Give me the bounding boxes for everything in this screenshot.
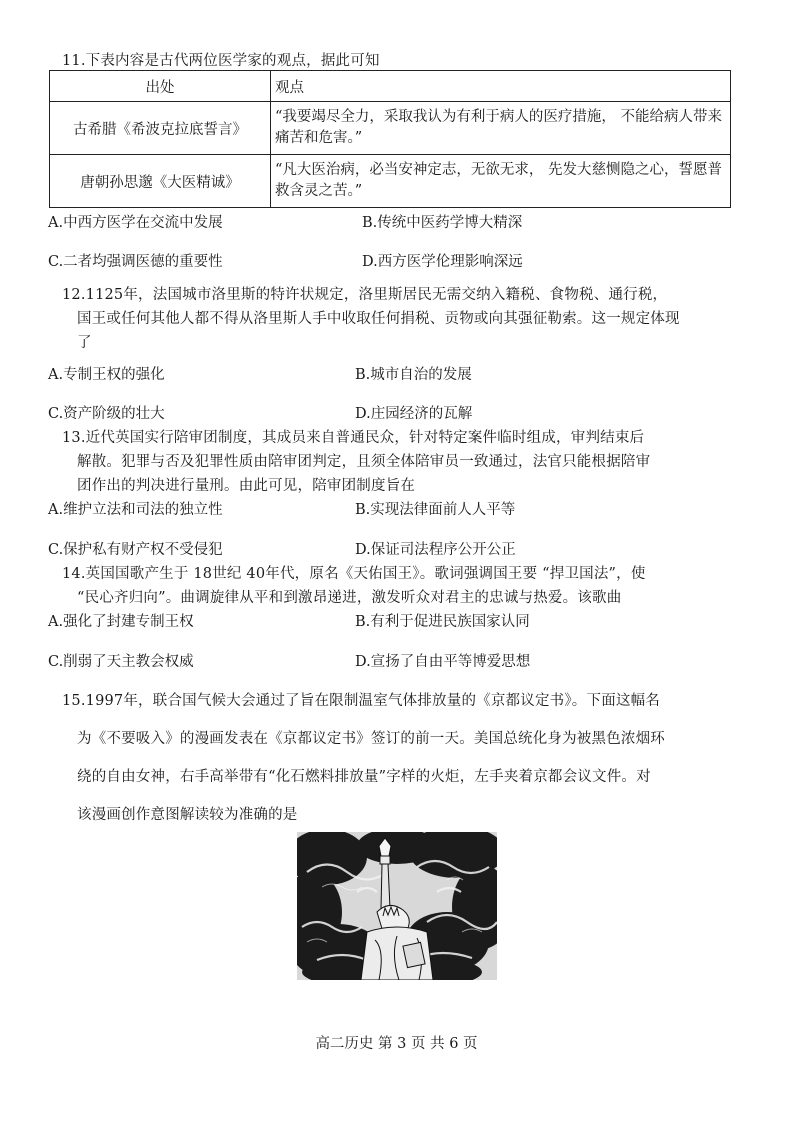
q12-stem-line2: 国王或任何其他人都不得从洛里斯人手中收取任何捐税、贡物或向其强征勒索。这一规定体现	[77, 311, 680, 327]
q14-option-a[interactable]: A.强化了封建专制王权	[48, 614, 194, 630]
q13-stem-line1: 13.近代英国实行陪审团制度，其成员来自普通民众，针对特定案件临时组成，审判结束后	[62, 430, 645, 446]
q12-stem-line3: 了	[77, 335, 92, 351]
q13-option-a[interactable]: A.维护立法和司法的独立性	[48, 502, 223, 518]
table-cell-source: 唐朝孙思邈《大医精诚》	[50, 155, 271, 208]
q15-stem-line3: 绕的自由女神，右手高举带有“化石燃料排放量”字样的火炬，左手夹着京都会议文件。对	[77, 769, 651, 785]
q12-option-b[interactable]: B.城市自治的发展	[355, 367, 472, 383]
q14-stem-line1: 14.英国国歌产生于 18世纪 40年代，原名《天佑国王》。歌词强调国王要 “捍卫国法”，使	[62, 566, 646, 582]
cartoon-illustration	[297, 832, 497, 980]
table-header: 出处	[50, 71, 271, 102]
q13-option-c[interactable]: C.保护私有财产权不受侵犯	[48, 542, 223, 558]
table-row	[50, 102, 731, 155]
q15-stem-line2: 为《不要吸入》的漫画发表在《京都议定书》签订的前一天。美国总统化身为被黑色浓烟环	[77, 731, 665, 747]
q12-option-c[interactable]: C.资产阶级的壮大	[48, 406, 165, 422]
q13-stem-line2: 解散。犯罪与否及犯罪性质由陪审团判定，且须全体陪审员一致通过，法官只能根据陪审	[77, 454, 651, 470]
q11-stem: 11.下表内容是古代两位医学家的观点，据此可知	[62, 53, 380, 69]
q14-option-d[interactable]: D.宣扬了自由平等博爱思想	[355, 654, 531, 670]
q15-stem-line4: 该漫画创作意图解读较为准确的是	[77, 807, 298, 823]
q11-option-a[interactable]: A.中西方医学在交流中发展	[48, 215, 223, 231]
q13-option-b[interactable]: B.实现法律面前人人平等	[355, 502, 516, 518]
q14-stem-line2: “民心齐归向”。曲调旋律从平和到激昂递进，激发听众对君主的忠诚与热爱。该歌曲	[77, 590, 622, 606]
table-row	[50, 155, 731, 208]
q14-option-c[interactable]: C.削弱了天主教会权威	[48, 654, 194, 670]
q11-option-c[interactable]: C.二者均强调医德的重要性	[48, 254, 223, 270]
q14-option-b[interactable]: B.有利于促进民族国家认同	[355, 614, 530, 630]
cartoon-image	[297, 832, 497, 980]
q13-option-d[interactable]: D.保证司法程序公开公正	[355, 542, 516, 558]
q11-table	[49, 70, 731, 208]
q13-stem-line3: 团作出的判决进行量刑。由此可见，陪审团制度旨在	[77, 478, 416, 494]
q12-option-a[interactable]: A.专制王权的强化	[48, 367, 165, 383]
table-cell-source: 古希腊《希波克拉底誓言》	[50, 102, 271, 155]
q12-stem-line1: 12.1125年，法国城市洛里斯的特许状规定，洛里斯居民无需交纳入籍税、食物税、通行税，	[62, 287, 668, 303]
table-header: 观点	[271, 71, 731, 102]
table-cell-view: “我要竭尽全力，采取我认为有利于病人的医疗措施， 不能给病人带来痛苦和危害。”	[271, 102, 731, 155]
table-cell-view: “凡大医治病，必当安神定志，无欲无求， 先发大慈恻隐之心，誓愿普救含灵之苦。”	[271, 155, 731, 208]
page-footer: 高二历史 第 3 页 共 6 页	[315, 1036, 478, 1052]
q11-option-d[interactable]: D.西方医学伦理影响深远	[362, 254, 523, 270]
q15-stem-line1: 15.1997年，联合国气候大会通过了旨在限制温室气体排放量的《京都议定书》。下面这幅名	[62, 693, 661, 709]
q12-option-d[interactable]: D.庄园经济的瓦解	[355, 406, 473, 422]
q11-option-b[interactable]: B.传统中医药学博大精深	[362, 215, 523, 231]
